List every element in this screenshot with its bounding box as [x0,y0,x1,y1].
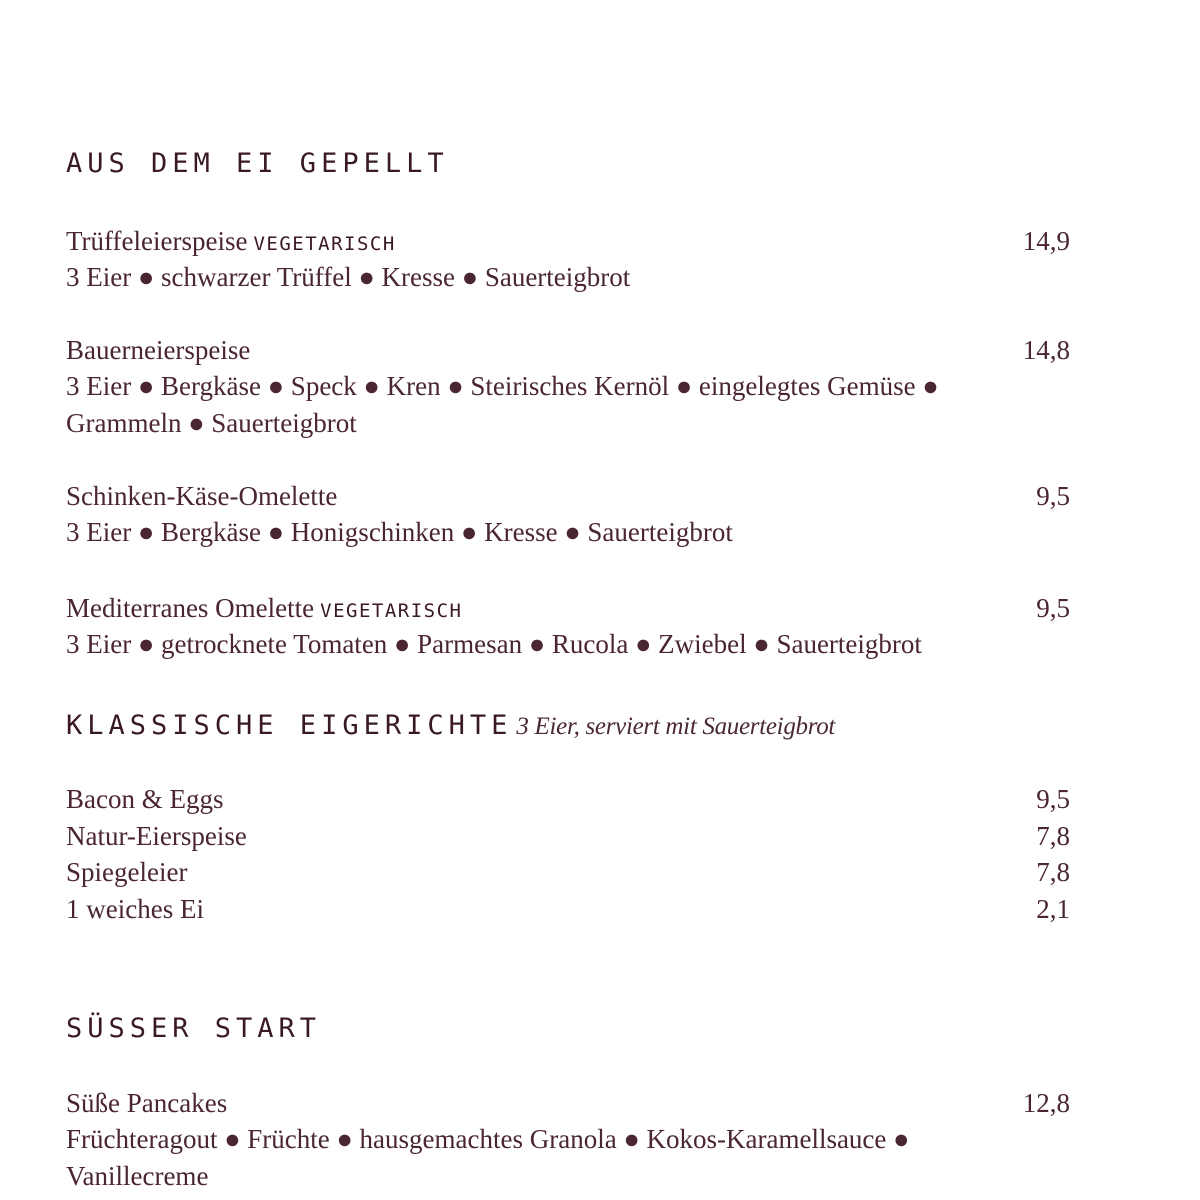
section-heading-aus-dem-ei-gepellt: AUS DEM EI GEPELLT [66,148,449,179]
item-price: 9,5 [1036,593,1070,623]
list-item [66,818,1070,855]
section-heading-klassische-eigerichte [66,712,835,739]
section-heading-suesser-start: SÜSSER START [66,1013,322,1044]
menu-item-trueffeleierspeise [66,223,1070,296]
item-name: Süße Pancakes [66,1088,228,1118]
section-note: 3 Eier, serviert mit Sauerteigbrot [516,713,836,740]
item-name: Bacon & Eggs [66,784,224,814]
item-price: 9,5 [1036,481,1070,511]
item-name: Mediterranes Omelette [66,593,315,623]
item-price: 2,1 [1036,893,1070,924]
item-name: 1 weiches Ei [66,893,204,924]
item-price: 14,8 [1022,335,1070,365]
item-description: 3 Eier ● getrocknete Tomaten ● Parmesan ● Rucola ● Zwiebel ● Sauerteigbrot [66,629,922,659]
item-description: 3 Eier ● schwarzer Trüffel ● Kresse ● Sauerteigbrot [66,262,631,292]
item-name: Natur-Eierspeise [66,820,247,851]
item-price: 12,8 [1022,1088,1070,1118]
menu-item-bauerneierspeise [66,332,1070,441]
menu-item-mediterranes-omelette [66,590,1070,663]
item-name: Bauerneierspeise [66,335,251,365]
list-item [66,891,1070,928]
section-heading-text: KLASSISCHE EIGERICHTE [66,710,513,741]
item-price: 7,8 [1036,857,1070,887]
vegetarian-tag: VEGETARISCH [253,233,396,255]
item-price: 14,9 [1022,226,1070,256]
menu-item-suesse-pancakes [66,1085,1070,1194]
item-description: 3 Eier ● Bergkäse ● Honigschinken ● Kresse ● Sauerteigbrot [66,517,733,547]
list-item [66,854,1070,891]
list-item [66,781,1070,818]
item-name: Trüffeleierspeise [66,226,248,256]
classic-dishes-list [66,781,1070,927]
item-description: Früchteragout ● Früchte ● hausgemachtes Granola ● Kokos-Karamellsauce ● Vanillecreme [66,1124,910,1191]
item-price: 7,8 [1036,820,1070,851]
item-price: 9,5 [1036,784,1070,814]
vegetarian-tag: VEGETARISCH [320,600,463,622]
menu-item-schinken-kaese-omelette [66,478,1070,551]
item-name: Spiegeleier [66,857,188,887]
item-name: Schinken-Käse-Omelette [66,481,338,511]
item-description: 3 Eier ● Bergkäse ● Speck ● Kren ● Steirisches Kernöl ● eingelegtes Gemüse ● Grammeln ● Sauerteigbrot [66,371,939,438]
